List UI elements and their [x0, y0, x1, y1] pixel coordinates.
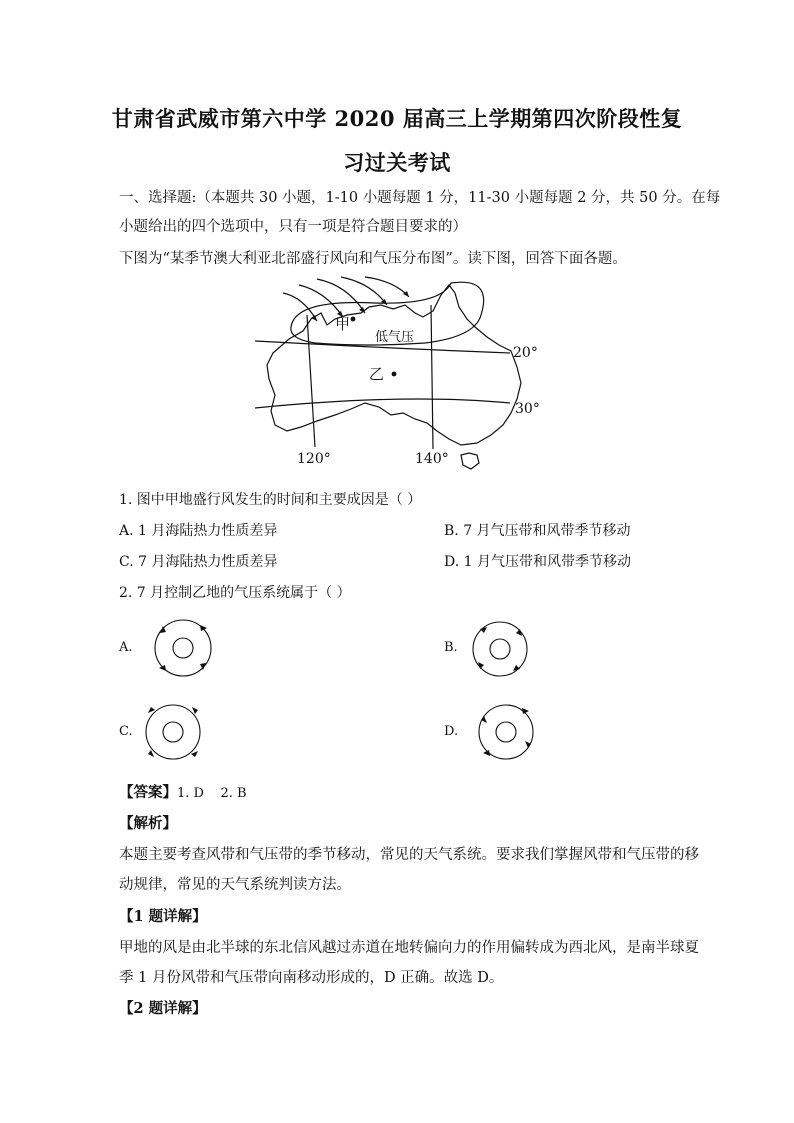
- question-2-option-d-label: D.: [444, 724, 459, 739]
- pressure-system-diagram-d: [474, 700, 538, 764]
- analysis-text-continued: 动规律，常见的天气系统判读方法。: [119, 877, 351, 893]
- figure-intro: 下图为“某季节澳大利亚北部盛行风向和气压分布图”。读下图，回答下面各题。: [119, 251, 627, 267]
- label-yi: 乙: [369, 365, 385, 383]
- question-1-option-d: D. 1 月气压带和风带季节移动: [444, 554, 631, 570]
- longitude-120-line: [307, 315, 315, 447]
- question-2-option-b-label: B.: [444, 640, 458, 655]
- tasmania-outline: [461, 453, 479, 469]
- wind-arrow-line: [365, 277, 409, 297]
- detail-1-label: 【1 题详解】: [119, 908, 207, 925]
- page-title-continued: 习过关考试: [343, 150, 451, 175]
- label-lon-120: 120°: [297, 451, 331, 467]
- page-title: 甘肃省武威市第六中学 2020 届高三上学期第四次阶段性复: [111, 106, 683, 131]
- wind-arrow-line: [341, 277, 387, 305]
- question-1-option-a: A. 1 月海陆热力性质差异: [119, 523, 278, 539]
- label-lat-20: 20°: [513, 345, 538, 361]
- wind-arrow-head: [381, 299, 387, 305]
- latitude-30-line: [255, 399, 510, 408]
- detail-1-text-continued: 季 1 月份风带和气压带向南移动形成的，D 正确。故选 D。: [119, 970, 504, 986]
- wind-arrow-line: [317, 279, 365, 313]
- question-2-stem: 2. 7 月控制乙地的气压系统属于（ ）: [119, 585, 351, 601]
- section-instructions-continued: 小题给出的四个选项中，只有一项是符合题目要求的）: [119, 219, 467, 235]
- question-2-option-c-label: C.: [119, 724, 133, 739]
- location-yi-dot: [392, 372, 397, 377]
- label-lon-140: 140°: [415, 451, 449, 467]
- wind-arrow-line: [299, 285, 343, 317]
- label-lat-30: 30°: [515, 401, 540, 417]
- question-1-option-b: B. 7 月气压带和风带季节移动: [444, 523, 631, 539]
- section-instructions: 一、选择题:（本题共 30 小题，1-10 小题每题 1 分，11-30 小题每题 2 分，共 50 分。在每: [119, 190, 721, 206]
- answer-label: 【答案】: [119, 784, 177, 801]
- detail-2-label: 【2 题详解】: [119, 1000, 207, 1017]
- label-jia: 甲: [335, 315, 351, 333]
- answer-line: [119, 781, 247, 802]
- australia-map-figure: [255, 275, 555, 475]
- pressure-system-diagram-c: [141, 700, 205, 764]
- analysis-label: 【解析】: [119, 815, 177, 832]
- analysis-text: 本题主要考查风带和气压带的季节移动，常见的天气系统。要求我们掌握风带和气压带的移: [119, 847, 699, 863]
- pressure-system-diagram-a: [150, 615, 216, 681]
- location-jia-dot: [351, 317, 356, 322]
- question-1-option-c: C. 7 月海陆热力性质差异: [119, 554, 278, 570]
- detail-1-text: 甲地的风是由北半球的东北信风越过赤道在地转偏向力的作用偏转成为西北风，是南半球夏: [119, 940, 699, 956]
- question-2-option-a-label: A.: [119, 640, 133, 655]
- pressure-system-diagram-b: [468, 617, 532, 681]
- answer-text: 1. D 2. B: [177, 786, 247, 801]
- label-low-pressure: 低气压: [375, 330, 415, 345]
- question-1-stem: 1. 图中甲地盛行风发生的时间和主要成因是（ ）: [119, 492, 422, 508]
- wind-arrow-line: [283, 293, 317, 321]
